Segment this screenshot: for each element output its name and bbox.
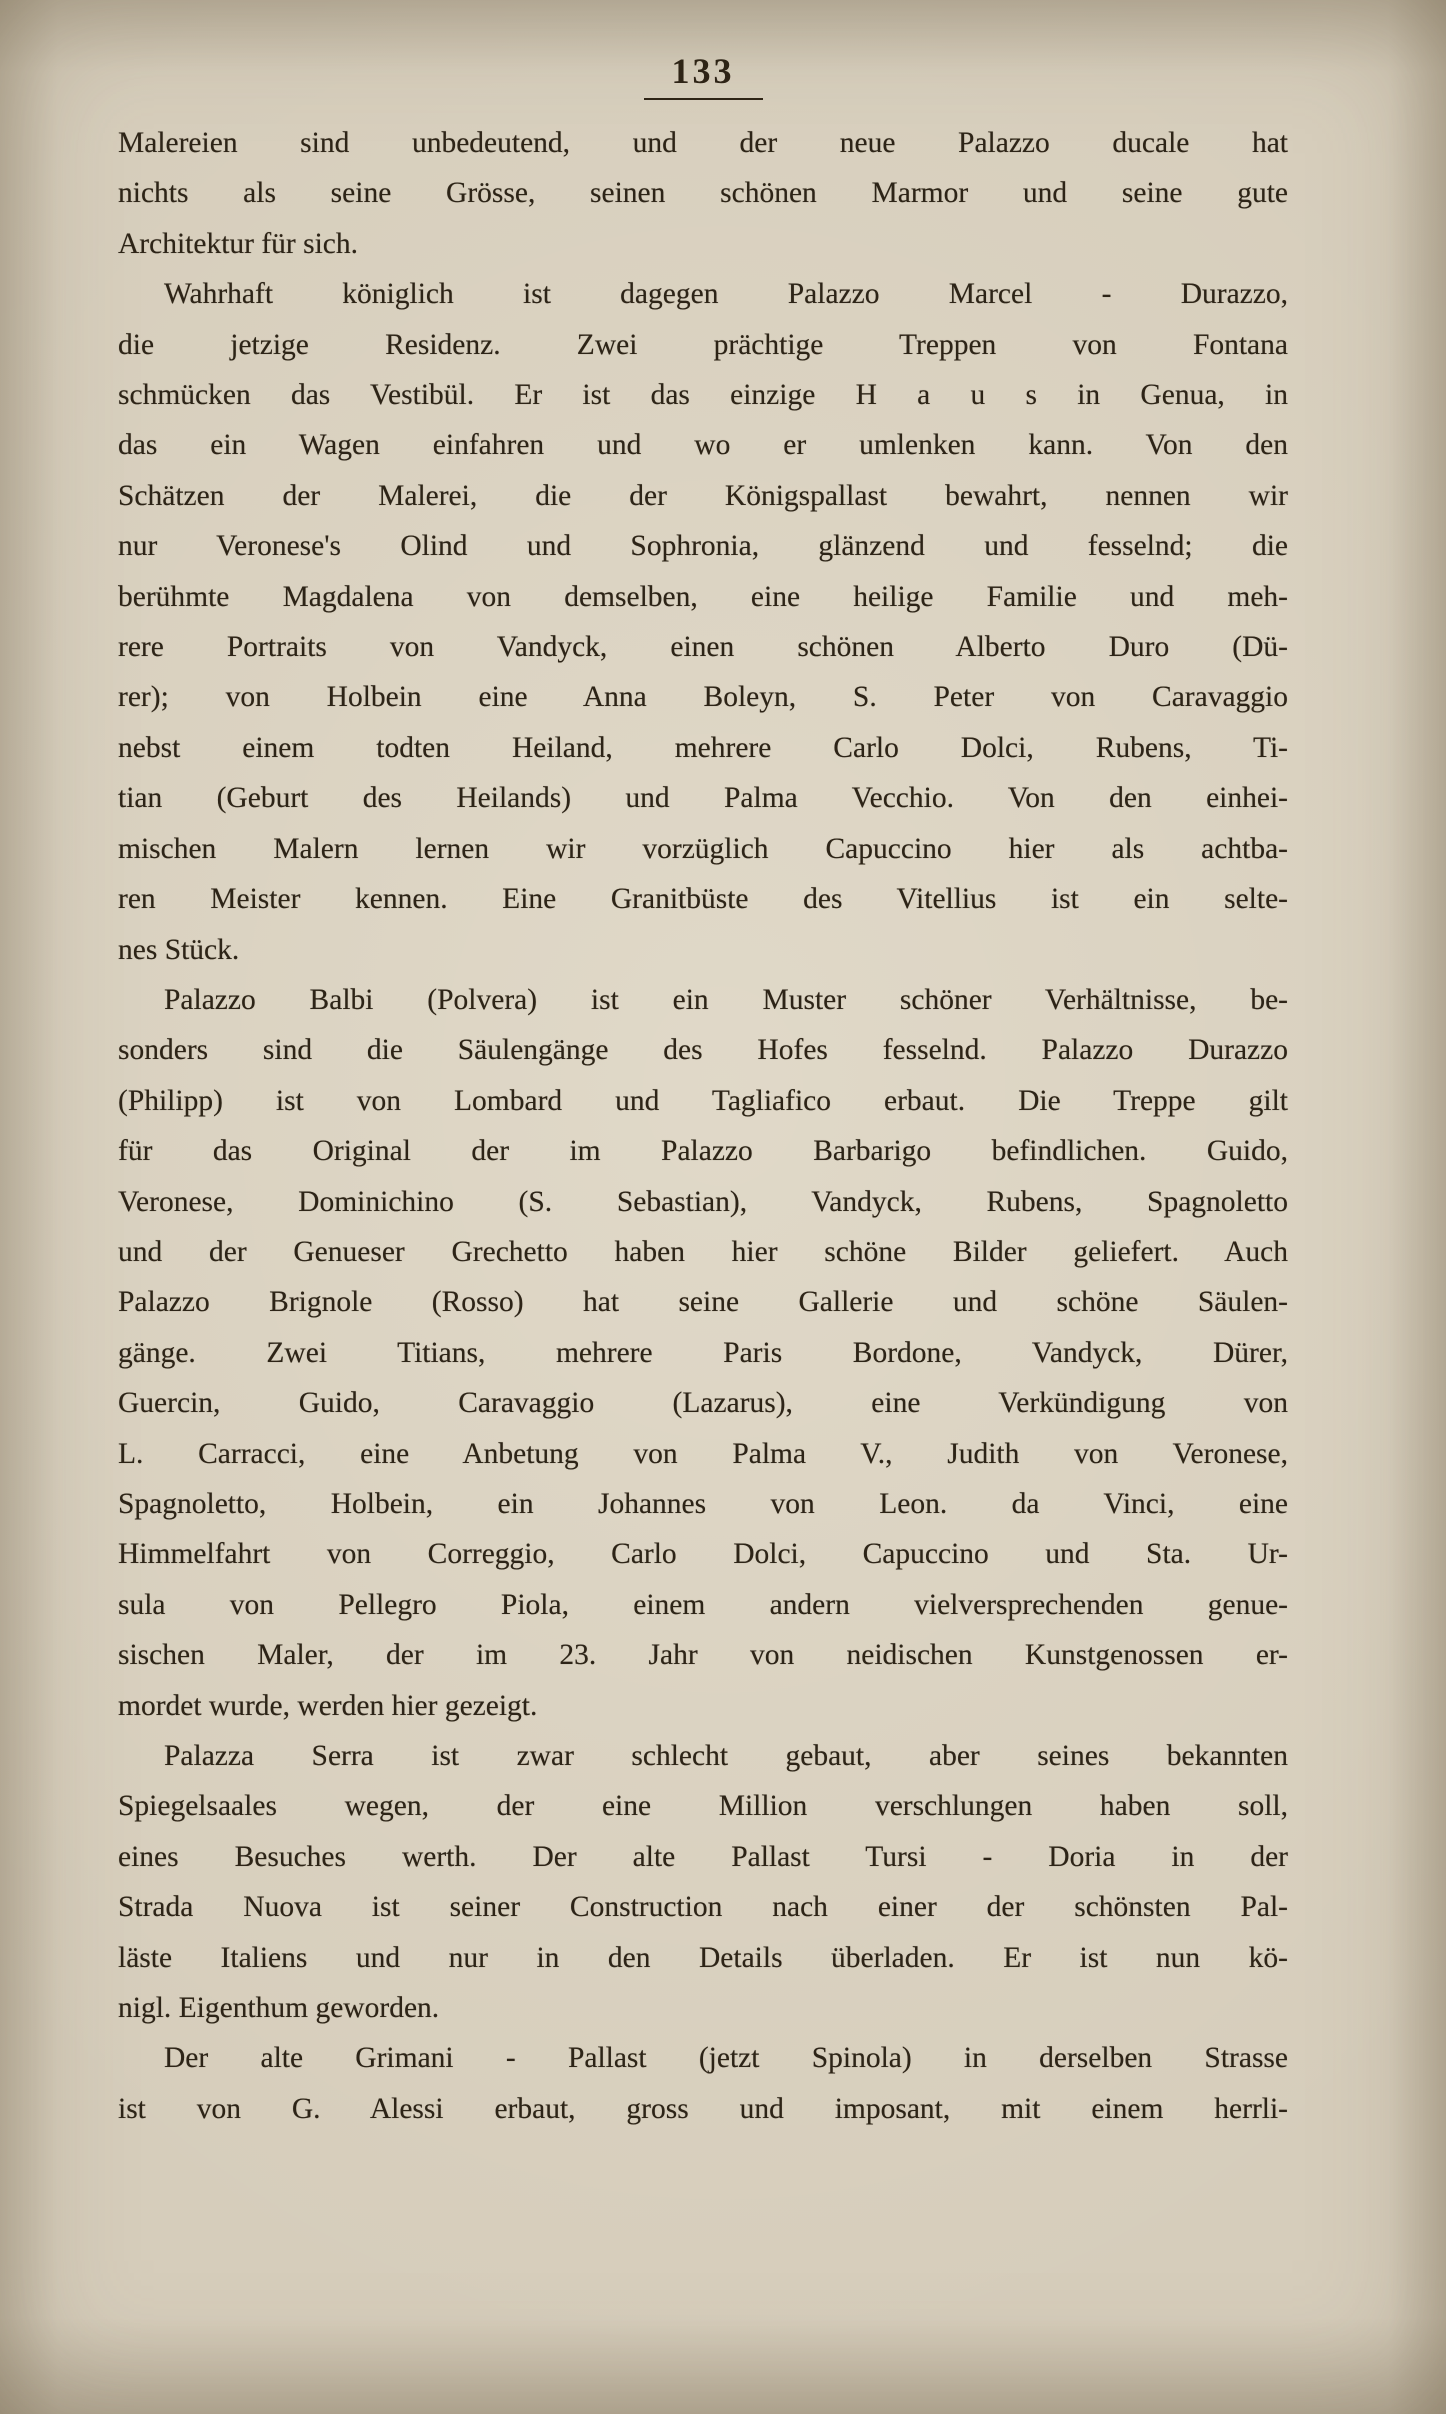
page-text [118,118,1288,2134]
text-line: Spagnoletto, Holbein, ein Johannes von Leon. da Vinci, eine [118,1487,1288,1520]
text-line: Malereien sind unbedeutend, und der neue Palazzo ducale hat [118,127,1288,159]
paragraph [118,118,1288,269]
page-header [138,50,1268,100]
text-line: nes Stück. [118,933,240,966]
text-line: Palazzo Balbi (Polvera) ist ein Muster schöner Verhältnisse, be- [164,983,1288,1016]
text-line: ren Meister kennen. Eine Granitbüste des Vitellius ist ein selte- [118,883,1288,916]
text-line: mordet wurde, werden hier gezeigt. [118,1689,538,1722]
text-line: eines Besuches werth. Der alte Pallast Tursi - Doria in der [118,1840,1288,1873]
text-line: sischen Maler, der im 23. Jahr von neidischen Kunstgenossen er- [118,1639,1288,1672]
paragraph [118,269,1288,975]
text-line: nebst einem todten Heiland, mehrere Carlo Dolci, Rubens, Ti- [118,731,1288,764]
text-line: Architektur für sich. [118,227,359,260]
text-line: ist von G. Alessi erbaut, gross und imposant, mit einem herrli- [118,2092,1288,2125]
text-line: Schätzen der Malerei, die der Königspallast bewahrt, nennen wir [118,479,1288,512]
text-line: Palazza Serra ist zwar schlecht gebaut, aber seines bekannten [164,1740,1288,1772]
text-line: Strada Nuova ist seiner Construction nach einer der schönsten Pal- [118,1891,1288,1924]
text-line: nichts als seine Grösse, seinen schönen Marmor und seine gute [118,177,1288,210]
text-line: sonders sind die Säulengänge des Hofes fesselnd. Palazzo Durazzo [118,1034,1288,1067]
text-line: läste Italiens und nur in den Details überladen. Er ist nun kö- [118,1941,1288,1974]
text-line: rere Portraits von Vandyck, einen schönen Alberto Duro (Dü- [118,631,1288,664]
text-line: mischen Malern lernen wir vorzüglich Capuccino hier als achtba- [118,832,1288,865]
text-line: Wahrhaft königlich ist dagegen Palazzo Marcel - Durazzo, [164,278,1288,311]
text-line: schmücken das Vestibül. Er ist das einzige H a u s in Genua, in [118,379,1288,412]
paragraph [118,2033,1288,2134]
text-line: Palazzo Brignole (Rosso) hat seine Gallerie und schöne Säulen- [118,1286,1288,1319]
paragraph [118,1731,1288,2033]
page-number: 133 [644,50,763,100]
text-line: rer); von Holbein eine Anna Boleyn, S. Peter von Caravaggio [118,681,1288,714]
text-line: die jetzige Residenz. Zwei prächtige Treppen von Fontana [118,328,1288,361]
text-line: nigl. Eigenthum geworden. [118,1992,440,2025]
text-line: das ein Wagen einfahren und wo er umlenken kann. Von den [118,429,1288,462]
text-line: für das Original der im Palazzo Barbarigo befindlichen. Guido, [118,1135,1288,1168]
text-line: gänge. Zwei Titians, mehrere Paris Bordone, Vandyck, Dürer, [118,1336,1288,1369]
text-line: Guercin, Guido, Caravaggio (Lazarus), eine Verkündigung von [118,1387,1288,1420]
text-line: Der alte Grimani - Pallast (jetzt Spinola) in derselben Strasse [164,2042,1288,2075]
text-line: und der Genueser Grechetto haben hier schöne Bilder geliefert. Auch [118,1235,1288,1268]
text-line: sula von Pellegro Piola, einem andern vielversprechenden genue- [118,1588,1288,1621]
text-line: Himmelfahrt von Correggio, Carlo Dolci, Capuccino und Sta. Ur- [118,1538,1288,1571]
text-line: nur Veronese's Olind und Sophronia, glänzend und fesselnd; die [118,530,1288,563]
text-line: tian (Geburt des Heilands) und Palma Vecchio. Von den einhei- [118,782,1288,815]
text-line: Veronese, Dominichino (S. Sebastian), Vandyck, Rubens, Spagnoletto [118,1185,1288,1218]
text-line: L. Carracci, eine Anbetung von Palma V., Judith von Veronese, [118,1437,1288,1470]
text-line: Spiegelsaales wegen, der eine Million verschlungen haben soll, [118,1790,1288,1823]
paragraph [118,975,1288,1731]
text-line: berühmte Magdalena von demselben, eine heilige Familie und meh- [118,580,1288,613]
text-line: (Philipp) ist von Lombard und Tagliafico erbaut. Die Treppe gilt [118,1084,1288,1117]
